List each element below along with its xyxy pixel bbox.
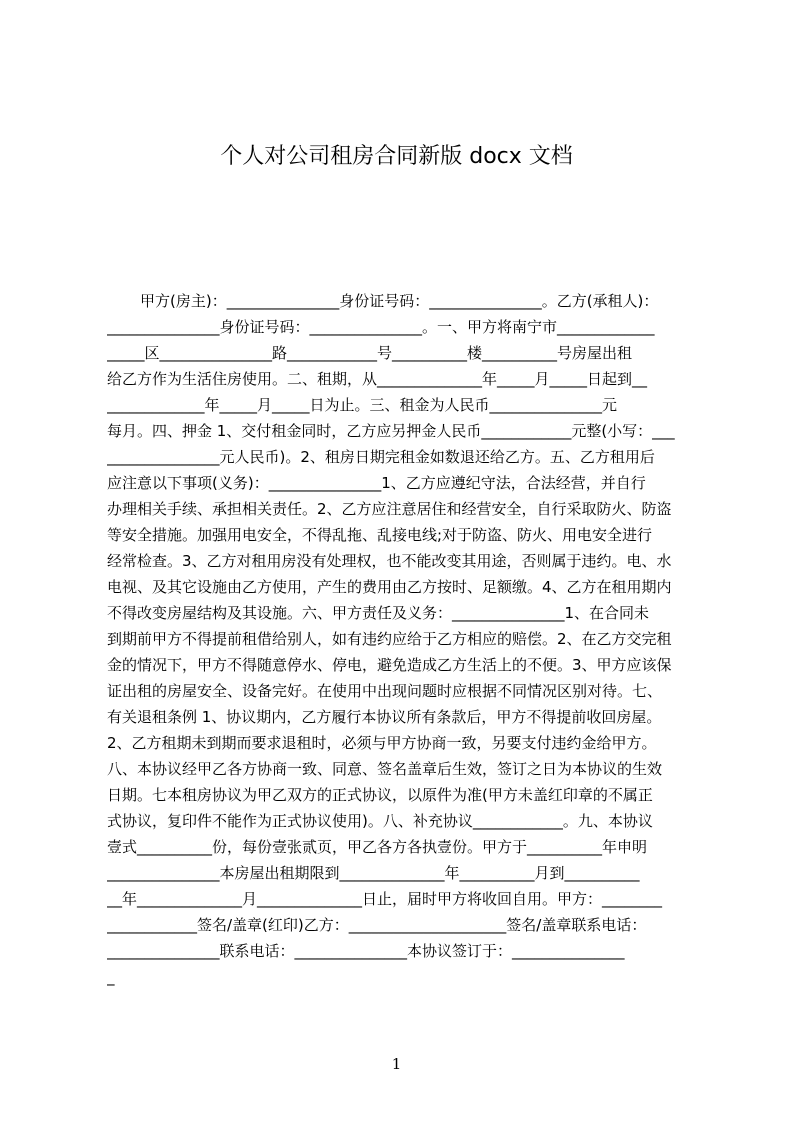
text-line: _____________年_____月_____日为止。三、租金为人民币_______________元 [107, 396, 618, 414]
text-line: _____区_______________路____________号__________楼__________号房屋出租 [107, 344, 633, 362]
text-line: 八、本协议经甲乙各方协商一致、同意、签名盖章后生效，签订之日为本协议的生效 [107, 760, 663, 778]
text-line: 电视、及其它设施由乙方使用，产生的费用由乙方按时、足额缴。4、乙方在租用期内 [107, 578, 672, 596]
text-line: 甲方(房主)：_______________身份证号码：_______________。乙方(承租人)： [140, 292, 659, 310]
text-line: 经常检查。3、乙方对租用房没有处理权，也不能改变其用途，否则属于违约。电、水 [107, 552, 672, 570]
text-line: 每月。四、押金 1、交付租金同时，乙方应另押金人民币____________元整(小写：___ [107, 422, 675, 440]
text-line: 有关退租条例 1、协议期内，乙方履行本协议所有条款后，甲方不得提前收回房屋。 [107, 708, 662, 726]
text-line: ____________签名/盖章(红印)乙方：_____________________签名/盖章联系电话： [107, 916, 647, 934]
text-line: 日期。七本租房协议为甲乙双方的正式协议，以原件为准(甲方未盖红印章的不属正 [107, 786, 653, 804]
document-title: 个人对公司租房合同新版 docx 文档 [220, 144, 573, 169]
text-line: 壹式__________份，每份壹张贰页，甲乙各方各执壹份。甲方于__________年申明 [107, 838, 648, 856]
text-line: 办理相关手续、承担相关责任。2、乙方应注意居住和经营安全，自行采取防火、防盗 [107, 500, 672, 518]
text-line: 到期前甲方不得提前租借给别人，如有违约应给于乙方相应的赔偿。2、在乙方交完租 [107, 630, 672, 648]
text-line: 式协议，复印件不能作为正式协议使用)。八、补充协议____________。九、本协议 [107, 812, 653, 830]
text-line: _______________联系电话：_______________本协议签订于：_______________ [107, 942, 625, 960]
text-line: 2、乙方租期未到期而要求退租时，必须与甲方协商一致，另要支付违约金给甲方。 [107, 734, 657, 752]
text-line: 等安全措施。加强用电安全，不得乱拖、乱接电线;对于防盗、防火、用电安全进行 [107, 526, 653, 544]
text-line: _______________元人民币)。2、租房日期完租金如数退还给乙方。五、乙方租用后 [107, 448, 655, 466]
text-line: 证出租的房屋安全、设备完好。在使用中出现问题时应根据不同情况区别对待。七、 [107, 682, 663, 700]
text-line: 金的情况下，甲方不得随意停水、停电，避免造成乙方生活上的不便。3、甲方应该保 [107, 656, 672, 674]
text-line: _______________身份证号码：_______________。一、甲方将南宁市_____________ [107, 318, 655, 336]
text-line: _______________本房屋出租期限到______________年__________月到__________ [107, 864, 640, 882]
page-number: 1 [391, 1055, 402, 1073]
contract-body [107, 288, 697, 1028]
text-line: 应注意以下事项(义务)：_______________1、乙方应遵纪守法，合法经营，并自行 [107, 474, 646, 492]
text-line: 给乙方作为生活住房使用。二、租期，从______________年_____月_____日起到__ [107, 370, 648, 388]
text-line: __年______________月______________日止，届时甲方将收回自用。甲方：________ [107, 890, 663, 908]
text-line: _ [107, 968, 115, 986]
text-line: 不得改变房屋结构及其设施。六、甲方责任及义务：_______________1、在合同未 [107, 604, 650, 622]
